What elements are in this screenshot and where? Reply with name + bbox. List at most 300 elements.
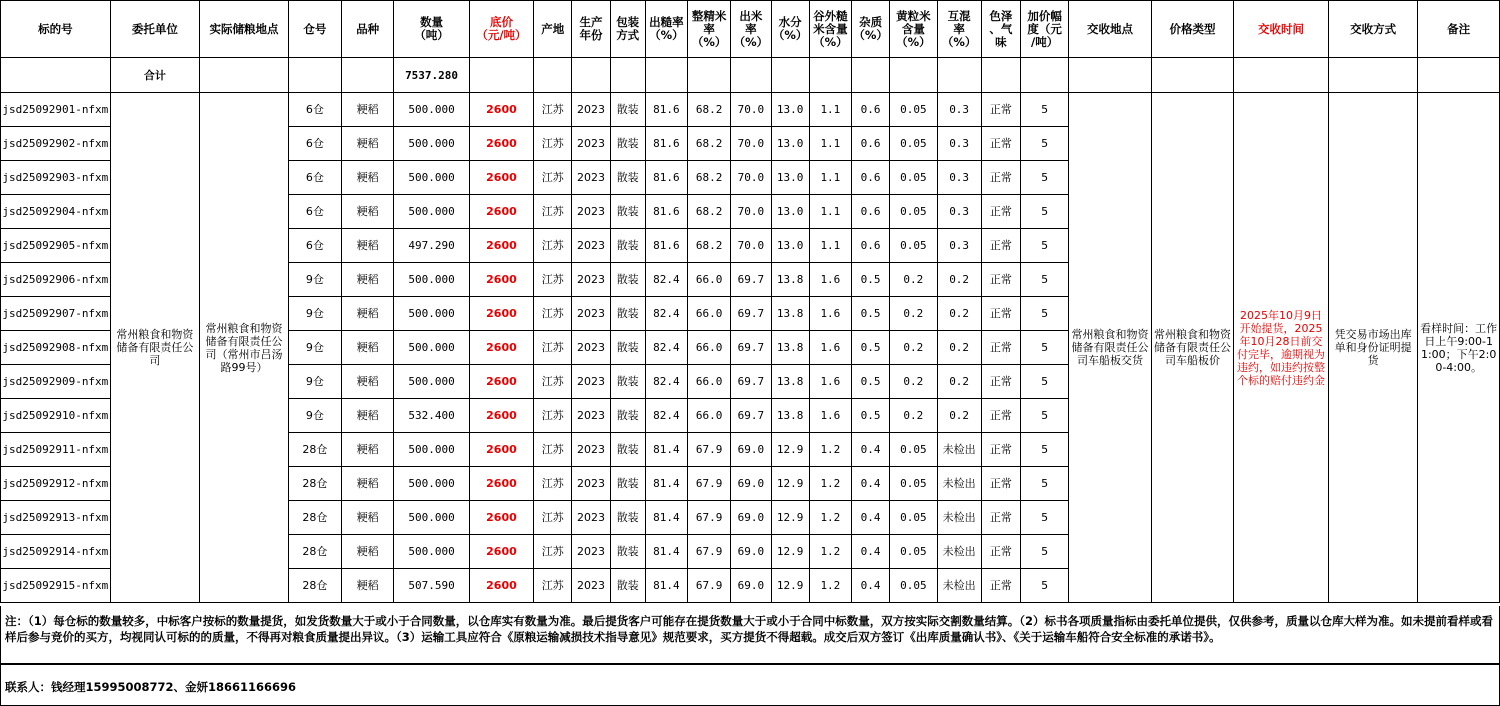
header-col-code: 标的号 xyxy=(1,1,111,58)
cell-yellow-rice: 0.05 xyxy=(890,467,937,501)
cell-brown-rice: 1.1 xyxy=(809,93,851,127)
summary-cell-remarks xyxy=(1418,58,1500,93)
cell-mix-rate: 未检出 xyxy=(937,467,981,501)
cell-mix-rate: 未检出 xyxy=(937,433,981,467)
cell-origin: 江苏 xyxy=(534,229,572,263)
cell-moisture: 13.0 xyxy=(771,161,809,195)
cell-origin: 江苏 xyxy=(534,433,572,467)
cell-base-price: 2600 xyxy=(469,365,533,399)
cell-yellow-rice: 0.2 xyxy=(890,399,937,433)
cell-bin: 6仓 xyxy=(288,93,341,127)
cell-milled-rate: 69.0 xyxy=(731,569,771,603)
summary-cell-head-rice xyxy=(688,58,731,93)
cell-origin: 江苏 xyxy=(534,501,572,535)
cell-variety: 粳稻 xyxy=(342,127,394,161)
cell-packing: 散装 xyxy=(610,263,645,297)
cell-yellow-rice: 0.05 xyxy=(890,501,937,535)
cell-lot-code: jsd25092913-nfxm xyxy=(1,501,111,535)
cell-year: 2023 xyxy=(572,433,610,467)
cell-bin: 9仓 xyxy=(288,399,341,433)
cell-moisture: 12.9 xyxy=(771,501,809,535)
cell-color-odor: 正常 xyxy=(981,331,1020,365)
cell-brown-rice: 1.6 xyxy=(809,263,851,297)
cell-increment: 5 xyxy=(1021,161,1069,195)
cell-brown-rice: 1.6 xyxy=(809,365,851,399)
cell-milled-rate: 69.7 xyxy=(731,365,771,399)
cell-yellow-rice: 0.05 xyxy=(890,195,937,229)
table-row xyxy=(1,93,1500,127)
cell-lot-code: jsd25092912-nfxm xyxy=(1,467,111,501)
cell-quantity: 500.000 xyxy=(394,195,469,229)
cell-lot-code: jsd25092908-nfxm xyxy=(1,331,111,365)
cell-moisture: 13.8 xyxy=(771,331,809,365)
summary-cell-price-type xyxy=(1151,58,1233,93)
cell-color-odor: 正常 xyxy=(981,161,1020,195)
summary-cell-husk xyxy=(645,58,687,93)
header-col-moisture: 水分 （%） xyxy=(771,1,809,58)
cell-base-price: 2600 xyxy=(469,535,533,569)
cell-bin: 6仓 xyxy=(288,229,341,263)
cell-moisture: 13.0 xyxy=(771,195,809,229)
cell-head-rice-rate: 67.9 xyxy=(688,467,731,501)
cell-husk-rate: 82.4 xyxy=(645,399,687,433)
header-col-storage: 实际储粮地点 xyxy=(200,1,289,58)
cell-moisture: 13.0 xyxy=(771,229,809,263)
cell-variety: 粳稻 xyxy=(342,93,394,127)
header-col-husk-rate: 出糙率 （%） xyxy=(645,1,687,58)
cell-origin: 江苏 xyxy=(534,195,572,229)
header-col-origin: 产地 xyxy=(534,1,572,58)
storage-cell: 常州粮食和物资储备有限责任公司（常州市吕汤路99号） xyxy=(200,93,289,603)
cell-color-odor: 正常 xyxy=(981,535,1020,569)
header-col-brown-rice: 谷外糙 米含量 （%） xyxy=(809,1,851,58)
summary-cell-time xyxy=(1234,58,1329,93)
header-col-milled-rate: 出米 率 （%） xyxy=(731,1,771,58)
header-col-packing: 包装 方式 xyxy=(610,1,645,58)
cell-moisture: 12.9 xyxy=(771,569,809,603)
cell-bin: 28仓 xyxy=(288,569,341,603)
cell-husk-rate: 81.4 xyxy=(645,433,687,467)
cell-husk-rate: 82.4 xyxy=(645,365,687,399)
cell-mix-rate: 0.3 xyxy=(937,127,981,161)
cell-packing: 散装 xyxy=(610,161,645,195)
cell-packing: 散装 xyxy=(610,229,645,263)
cell-bin: 9仓 xyxy=(288,365,341,399)
cell-year: 2023 xyxy=(572,93,610,127)
summary-cell-place xyxy=(1069,58,1151,93)
summary-cell-milled xyxy=(731,58,771,93)
cell-year: 2023 xyxy=(572,195,610,229)
cell-impurity: 0.6 xyxy=(852,93,890,127)
summary-cell-method xyxy=(1328,58,1418,93)
cell-packing: 散装 xyxy=(610,93,645,127)
cell-head-rice-rate: 67.9 xyxy=(688,501,731,535)
cell-impurity: 0.5 xyxy=(852,297,890,331)
cell-lot-code: jsd25092906-nfxm xyxy=(1,263,111,297)
header-row xyxy=(1,1,1500,58)
cell-year: 2023 xyxy=(572,229,610,263)
cell-increment: 5 xyxy=(1021,365,1069,399)
cell-origin: 江苏 xyxy=(534,331,572,365)
cell-packing: 散装 xyxy=(610,501,645,535)
header-col-remarks: 备注 xyxy=(1418,1,1500,58)
cell-moisture: 12.9 xyxy=(771,467,809,501)
cell-increment: 5 xyxy=(1021,263,1069,297)
cell-bin: 9仓 xyxy=(288,263,341,297)
cell-bin: 6仓 xyxy=(288,195,341,229)
summary-cell-mix xyxy=(937,58,981,93)
cell-head-rice-rate: 67.9 xyxy=(688,569,731,603)
cell-base-price: 2600 xyxy=(469,467,533,501)
cell-bin: 9仓 xyxy=(288,331,341,365)
summary-row xyxy=(1,58,1500,93)
cell-impurity: 0.4 xyxy=(852,433,890,467)
summary-cell-color xyxy=(981,58,1020,93)
cell-quantity: 507.590 xyxy=(394,569,469,603)
contact-text: 联系人：钱经理15995008772、金妍18661166696 xyxy=(5,680,297,694)
cell-yellow-rice: 0.2 xyxy=(890,331,937,365)
cell-quantity: 500.000 xyxy=(394,297,469,331)
cell-quantity: 500.000 xyxy=(394,467,469,501)
cell-origin: 江苏 xyxy=(534,127,572,161)
cell-milled-rate: 70.0 xyxy=(731,229,771,263)
cell-lot-code: jsd25092907-nfxm xyxy=(1,297,111,331)
cell-color-odor: 正常 xyxy=(981,399,1020,433)
cell-year: 2023 xyxy=(572,569,610,603)
cell-base-price: 2600 xyxy=(469,501,533,535)
cell-head-rice-rate: 66.0 xyxy=(688,263,731,297)
cell-head-rice-rate: 66.0 xyxy=(688,331,731,365)
cell-milled-rate: 69.7 xyxy=(731,399,771,433)
cell-brown-rice: 1.1 xyxy=(809,229,851,263)
price-type-cell: 常州粮食和物资储备有限责任公司车船板价 xyxy=(1151,93,1233,603)
cell-brown-rice: 1.2 xyxy=(809,535,851,569)
cell-base-price: 2600 xyxy=(469,569,533,603)
cell-color-odor: 正常 xyxy=(981,263,1020,297)
cell-quantity: 500.000 xyxy=(394,433,469,467)
cell-base-price: 2600 xyxy=(469,297,533,331)
cell-color-odor: 正常 xyxy=(981,297,1020,331)
cell-variety: 粳稻 xyxy=(342,331,394,365)
cell-yellow-rice: 0.05 xyxy=(890,93,937,127)
cell-base-price: 2600 xyxy=(469,399,533,433)
cell-origin: 江苏 xyxy=(534,263,572,297)
cell-moisture: 12.9 xyxy=(771,433,809,467)
cell-color-odor: 正常 xyxy=(981,127,1020,161)
cell-base-price: 2600 xyxy=(469,127,533,161)
summary-quantity: 7537.280 xyxy=(394,58,469,93)
cell-year: 2023 xyxy=(572,501,610,535)
summary-cell-storage xyxy=(200,58,289,93)
cell-variety: 粳稻 xyxy=(342,195,394,229)
cell-color-odor: 正常 xyxy=(981,433,1020,467)
cell-mix-rate: 未检出 xyxy=(937,501,981,535)
cell-increment: 5 xyxy=(1021,93,1069,127)
cell-increment: 5 xyxy=(1021,127,1069,161)
cell-yellow-rice: 0.2 xyxy=(890,365,937,399)
cell-impurity: 0.6 xyxy=(852,127,890,161)
cell-yellow-rice: 0.05 xyxy=(890,569,937,603)
cell-year: 2023 xyxy=(572,161,610,195)
cell-color-odor: 正常 xyxy=(981,569,1020,603)
header-col-increment: 加价幅 度（元 /吨） xyxy=(1021,1,1069,58)
cell-husk-rate: 82.4 xyxy=(645,297,687,331)
cell-milled-rate: 69.0 xyxy=(731,501,771,535)
cell-increment: 5 xyxy=(1021,297,1069,331)
cell-head-rice-rate: 66.0 xyxy=(688,399,731,433)
cell-moisture: 13.8 xyxy=(771,263,809,297)
header-col-mix-rate: 互混 率 （%） xyxy=(937,1,981,58)
cell-husk-rate: 81.6 xyxy=(645,195,687,229)
cell-variety: 粳稻 xyxy=(342,161,394,195)
cell-origin: 江苏 xyxy=(534,535,572,569)
cell-base-price: 2600 xyxy=(469,263,533,297)
cell-mix-rate: 0.2 xyxy=(937,399,981,433)
cell-bin: 9仓 xyxy=(288,297,341,331)
cell-quantity: 532.400 xyxy=(394,399,469,433)
cell-year: 2023 xyxy=(572,263,610,297)
cell-variety: 粳稻 xyxy=(342,535,394,569)
cell-head-rice-rate: 68.2 xyxy=(688,229,731,263)
cell-color-odor: 正常 xyxy=(981,467,1020,501)
cell-head-rice-rate: 68.2 xyxy=(688,127,731,161)
cell-husk-rate: 81.4 xyxy=(645,501,687,535)
cell-quantity: 500.000 xyxy=(394,127,469,161)
cell-year: 2023 xyxy=(572,127,610,161)
cell-increment: 5 xyxy=(1021,195,1069,229)
cell-moisture: 13.0 xyxy=(771,127,809,161)
cell-color-odor: 正常 xyxy=(981,365,1020,399)
cell-year: 2023 xyxy=(572,467,610,501)
cell-origin: 江苏 xyxy=(534,399,572,433)
cell-yellow-rice: 0.05 xyxy=(890,433,937,467)
summary-cell-bin xyxy=(288,58,341,93)
cell-impurity: 0.4 xyxy=(852,569,890,603)
cell-milled-rate: 69.0 xyxy=(731,467,771,501)
cell-origin: 江苏 xyxy=(534,297,572,331)
cell-brown-rice: 1.2 xyxy=(809,569,851,603)
cell-milled-rate: 70.0 xyxy=(731,93,771,127)
cell-packing: 散装 xyxy=(610,467,645,501)
summary-cell-increment xyxy=(1021,58,1069,93)
cell-packing: 散装 xyxy=(610,399,645,433)
cell-mix-rate: 0.2 xyxy=(937,331,981,365)
cell-impurity: 0.6 xyxy=(852,161,890,195)
cell-head-rice-rate: 68.2 xyxy=(688,93,731,127)
cell-impurity: 0.5 xyxy=(852,263,890,297)
cell-variety: 粳稻 xyxy=(342,433,394,467)
cell-brown-rice: 1.1 xyxy=(809,127,851,161)
cell-head-rice-rate: 67.9 xyxy=(688,433,731,467)
cell-mix-rate: 0.3 xyxy=(937,229,981,263)
cell-milled-rate: 69.7 xyxy=(731,297,771,331)
cell-impurity: 0.5 xyxy=(852,399,890,433)
header-col-price: 底价 （元/吨） xyxy=(469,1,533,58)
cell-impurity: 0.5 xyxy=(852,331,890,365)
cell-impurity: 0.4 xyxy=(852,535,890,569)
header-col-delivery-place: 交收地点 xyxy=(1069,1,1151,58)
cell-bin: 28仓 xyxy=(288,535,341,569)
cell-quantity: 500.000 xyxy=(394,93,469,127)
cell-yellow-rice: 0.05 xyxy=(890,161,937,195)
cell-origin: 江苏 xyxy=(534,467,572,501)
cell-impurity: 0.5 xyxy=(852,365,890,399)
cell-husk-rate: 82.4 xyxy=(645,331,687,365)
cell-increment: 5 xyxy=(1021,399,1069,433)
cell-bin: 28仓 xyxy=(288,467,341,501)
cell-moisture: 12.9 xyxy=(771,535,809,569)
cell-variety: 粳稻 xyxy=(342,467,394,501)
cell-brown-rice: 1.2 xyxy=(809,467,851,501)
cell-quantity: 500.000 xyxy=(394,365,469,399)
cell-husk-rate: 81.4 xyxy=(645,535,687,569)
cell-yellow-rice: 0.05 xyxy=(890,127,937,161)
cell-mix-rate: 0.2 xyxy=(937,263,981,297)
cell-yellow-rice: 0.2 xyxy=(890,263,937,297)
cell-base-price: 2600 xyxy=(469,161,533,195)
cell-variety: 粳稻 xyxy=(342,569,394,603)
cell-husk-rate: 81.4 xyxy=(645,467,687,501)
cell-mix-rate: 0.3 xyxy=(937,161,981,195)
cell-husk-rate: 81.4 xyxy=(645,569,687,603)
cell-mix-rate: 0.2 xyxy=(937,297,981,331)
cell-quantity: 497.290 xyxy=(394,229,469,263)
cell-impurity: 0.6 xyxy=(852,229,890,263)
cell-impurity: 0.6 xyxy=(852,195,890,229)
cell-packing: 散装 xyxy=(610,331,645,365)
cell-quantity: 500.000 xyxy=(394,501,469,535)
cell-milled-rate: 69.0 xyxy=(731,433,771,467)
cell-brown-rice: 1.6 xyxy=(809,297,851,331)
cell-mix-rate: 0.3 xyxy=(937,93,981,127)
cell-brown-rice: 1.6 xyxy=(809,331,851,365)
cell-mix-rate: 未检出 xyxy=(937,535,981,569)
cell-lot-code: jsd25092905-nfxm xyxy=(1,229,111,263)
cell-packing: 散装 xyxy=(610,433,645,467)
cell-color-odor: 正常 xyxy=(981,229,1020,263)
summary-cell-variety xyxy=(342,58,394,93)
cell-bin: 28仓 xyxy=(288,433,341,467)
cell-base-price: 2600 xyxy=(469,195,533,229)
header-col-year: 生产 年份 xyxy=(572,1,610,58)
cell-variety: 粳稻 xyxy=(342,297,394,331)
header-col-head-rice-rate: 整精米 率 （%） xyxy=(688,1,731,58)
cell-milled-rate: 70.0 xyxy=(731,161,771,195)
summary-cell-yellow xyxy=(890,58,937,93)
cell-increment: 5 xyxy=(1021,569,1069,603)
cell-husk-rate: 81.6 xyxy=(645,127,687,161)
cell-packing: 散装 xyxy=(610,569,645,603)
notes-section xyxy=(0,606,1500,664)
cell-milled-rate: 69.7 xyxy=(731,331,771,365)
cell-packing: 散装 xyxy=(610,127,645,161)
cell-lot-code: jsd25092911-nfxm xyxy=(1,433,111,467)
cell-color-odor: 正常 xyxy=(981,195,1020,229)
cell-variety: 粳稻 xyxy=(342,399,394,433)
summary-cell-origin xyxy=(534,58,572,93)
cell-husk-rate: 82.4 xyxy=(645,263,687,297)
header-col-price-type: 价格类型 xyxy=(1151,1,1233,58)
cell-year: 2023 xyxy=(572,535,610,569)
cell-head-rice-rate: 66.0 xyxy=(688,297,731,331)
remarks-cell: 看样时间：工作日上午9:00-11:00；下午2:00-4:00。 xyxy=(1418,93,1500,603)
notes-text: 注：（1）每仓标的数量较多，中标客户按标的数量提货，如发货数量大于或小于合同数量，以仓库实有数量为准。最后提货客户可能存在提货数量大于或小于合同中标数量，双方按实际交割数量结算。（2）标书各项质量指标由委托单位提供，仅供参考，质量以仓库大样为准。如未提前看样或看样后参与竞价的买方，均视同认可标的的质量，不得再对粮食质量提出异议。（3）运输工具应符合《原粮运输减损技术指导意见》规范要求，买方提货不得超载。成交后双方签订《出库质量确认书》、《关于运输车船符合安全标准的承诺书》。 xyxy=(5,614,1493,644)
cell-moisture: 13.8 xyxy=(771,365,809,399)
cell-yellow-rice: 0.05 xyxy=(890,535,937,569)
header-col-quantity: 数量 （吨） xyxy=(394,1,469,58)
cell-increment: 5 xyxy=(1021,331,1069,365)
cell-lot-code: jsd25092914-nfxm xyxy=(1,535,111,569)
cell-base-price: 2600 xyxy=(469,433,533,467)
cell-bin: 6仓 xyxy=(288,161,341,195)
cell-moisture: 13.0 xyxy=(771,93,809,127)
cell-variety: 粳稻 xyxy=(342,263,394,297)
header-col-consignor: 委托单位 xyxy=(110,1,200,58)
cell-quantity: 500.000 xyxy=(394,161,469,195)
cell-head-rice-rate: 68.2 xyxy=(688,195,731,229)
cell-lot-code: jsd25092903-nfxm xyxy=(1,161,111,195)
cell-husk-rate: 81.6 xyxy=(645,161,687,195)
cell-base-price: 2600 xyxy=(469,229,533,263)
cell-year: 2023 xyxy=(572,297,610,331)
cell-increment: 5 xyxy=(1021,467,1069,501)
cell-year: 2023 xyxy=(572,331,610,365)
cell-quantity: 500.000 xyxy=(394,331,469,365)
header-col-bin: 仓号 xyxy=(288,1,341,58)
cell-brown-rice: 1.2 xyxy=(809,501,851,535)
cell-milled-rate: 69.0 xyxy=(731,535,771,569)
cell-milled-rate: 69.7 xyxy=(731,263,771,297)
cell-lot-code: jsd25092915-nfxm xyxy=(1,569,111,603)
cell-head-rice-rate: 67.9 xyxy=(688,535,731,569)
cell-base-price: 2600 xyxy=(469,331,533,365)
header-col-delivery-method: 交收方式 xyxy=(1328,1,1418,58)
cell-origin: 江苏 xyxy=(534,365,572,399)
header-col-variety: 品种 xyxy=(342,1,394,58)
cell-variety: 粳稻 xyxy=(342,229,394,263)
cell-variety: 粳稻 xyxy=(342,501,394,535)
cell-husk-rate: 81.6 xyxy=(645,229,687,263)
cell-year: 2023 xyxy=(572,365,610,399)
cell-bin: 28仓 xyxy=(288,501,341,535)
cell-moisture: 13.8 xyxy=(771,297,809,331)
cell-bin: 6仓 xyxy=(288,127,341,161)
cell-impurity: 0.4 xyxy=(852,501,890,535)
cell-brown-rice: 1.1 xyxy=(809,161,851,195)
cell-quantity: 500.000 xyxy=(394,263,469,297)
cell-origin: 江苏 xyxy=(534,93,572,127)
cell-increment: 5 xyxy=(1021,433,1069,467)
summary-cell-code xyxy=(1,58,111,93)
cell-quantity: 500.000 xyxy=(394,535,469,569)
cell-packing: 散装 xyxy=(610,195,645,229)
header-col-delivery-time: 交收时间 xyxy=(1234,1,1329,58)
cell-brown-rice: 1.1 xyxy=(809,195,851,229)
cell-color-odor: 正常 xyxy=(981,501,1020,535)
consignor-cell: 常州粮食和物资储备有限责任公司 xyxy=(110,93,200,603)
cell-variety: 粳稻 xyxy=(342,365,394,399)
cell-mix-rate: 0.2 xyxy=(937,365,981,399)
summary-label: 合计 xyxy=(110,58,200,93)
contact-section xyxy=(0,664,1500,706)
cell-head-rice-rate: 66.0 xyxy=(688,365,731,399)
header-col-yellow-rice: 黄粒米 含量 （%） xyxy=(890,1,937,58)
summary-cell-impurity xyxy=(852,58,890,93)
cell-increment: 5 xyxy=(1021,535,1069,569)
cell-packing: 散装 xyxy=(610,297,645,331)
cell-milled-rate: 70.0 xyxy=(731,127,771,161)
cell-brown-rice: 1.2 xyxy=(809,433,851,467)
